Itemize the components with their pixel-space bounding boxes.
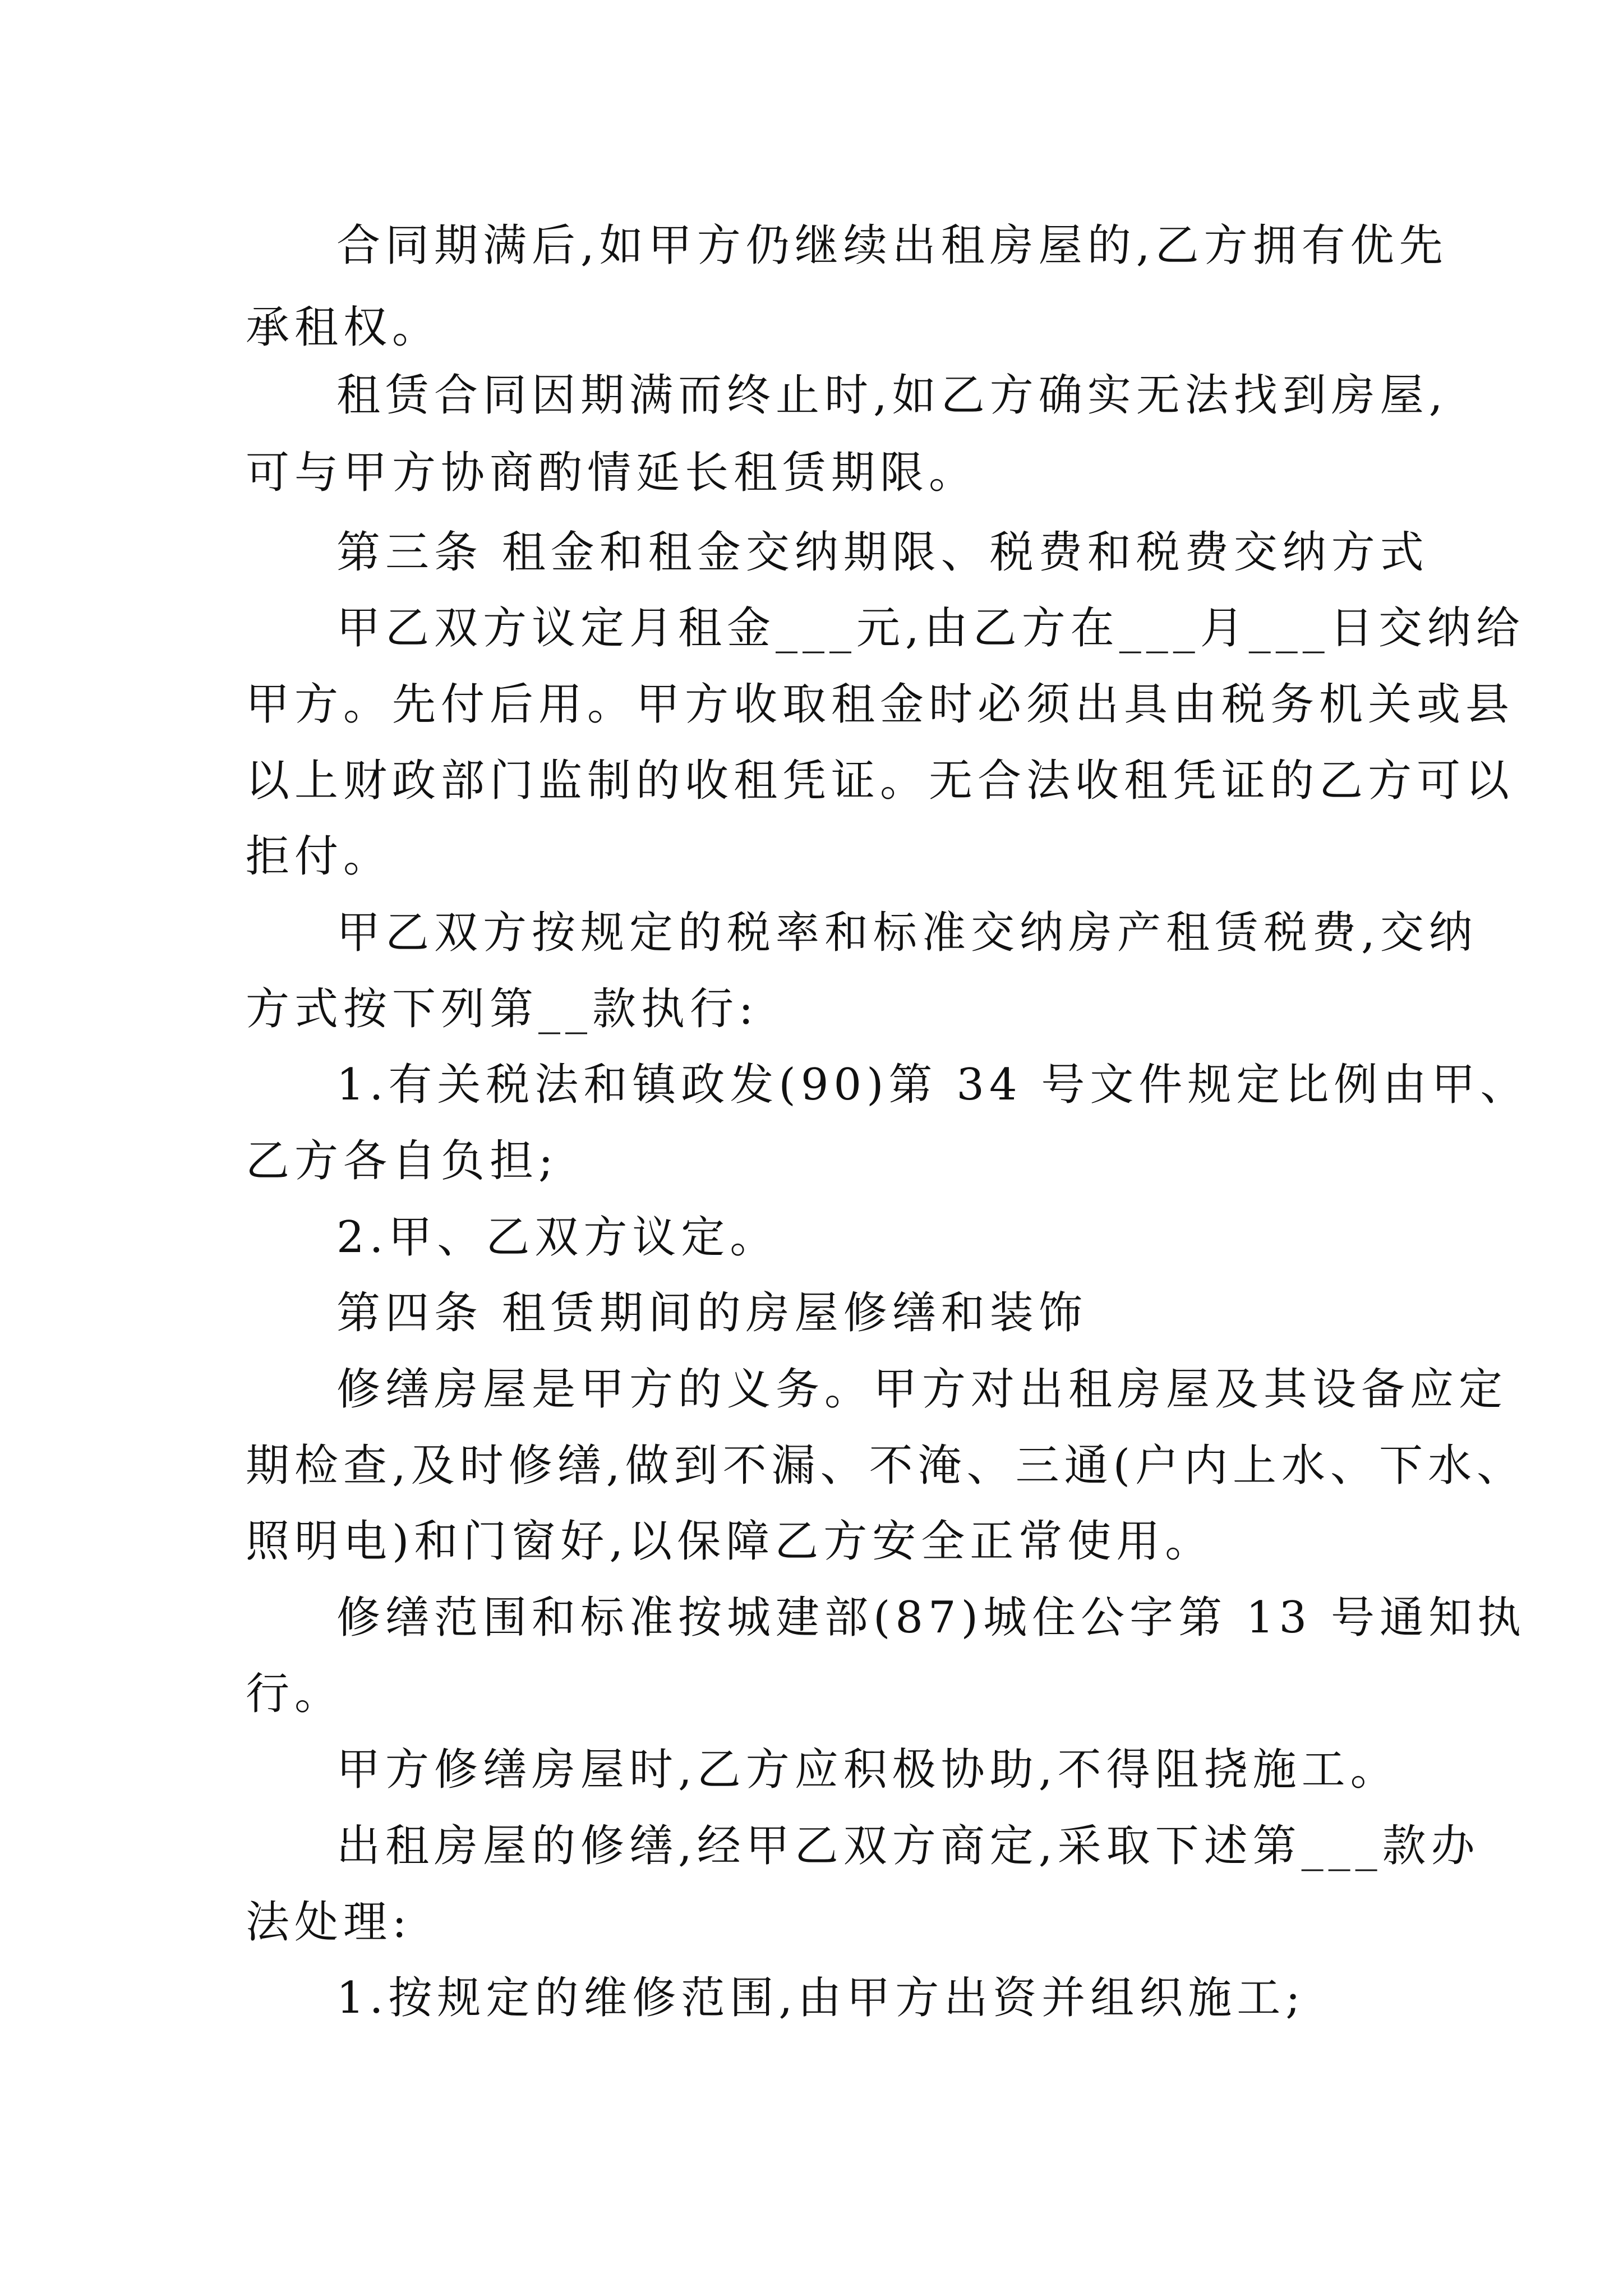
paragraph-line: 甲方。先付后用。甲方收取租金时必须出具由税务机关或县 — [246, 679, 1515, 730]
paragraph-line: 拒付。 — [246, 831, 393, 882]
paragraph-line: 甲乙双方按规定的税率和标准交纳房产租赁税费,交纳 — [336, 908, 1478, 958]
paragraph-line: 期检查,及时修缮,做到不漏、不淹、三通(户内上水、下水、 — [246, 1441, 1526, 1491]
paragraph-line: 承租权。 — [246, 302, 441, 353]
paragraph-line: 修缮范围和标准按城建部(87)城住公字第 13 号通知执 — [336, 1593, 1526, 1643]
section-heading-article-4: 第四条 租赁期间的房屋修缮和装饰 — [336, 1288, 1087, 1338]
paragraph-line: 可与甲方协商酌情延长租赁期限。 — [246, 448, 978, 498]
list-item: 1.按规定的维修范围,由甲方出资并组织施工; — [336, 1973, 1306, 2023]
paragraph-line: 甲乙双方议定月租金___元,由乙方在___月___日交纳给 — [336, 603, 1525, 654]
paragraph-line: 修缮房屋是甲方的义务。甲方对出租房屋及其设备应定 — [336, 1364, 1508, 1415]
paragraph-line: 法处理: — [246, 1897, 412, 1948]
paragraph-line: 以上财政部门监制的收租凭证。无合法收租凭证的乙方可以 — [246, 756, 1515, 806]
paragraph-line: 行。 — [246, 1669, 344, 1719]
section-heading-article-3: 第三条 租金和租金交纳期限、税费和税费交纳方式 — [336, 527, 1429, 578]
list-item: 1.有关税法和镇政发(90)第 34 号文件规定比例由甲、 — [336, 1060, 1529, 1110]
paragraph-line: 出租房屋的修缮,经甲乙双方商定,采取下述第___款办 — [336, 1821, 1480, 1871]
paragraph-line: 方式按下列第__款执行: — [246, 984, 759, 1034]
paragraph-line: 照明电)和门窗好,以保障乙方安全正常使用。 — [246, 1516, 1214, 1567]
paragraph-line: 甲方修缮房屋时,乙方应积极协助,不得阻挠施工。 — [336, 1745, 1399, 1795]
paragraph-line: 租赁合同因期满而终止时,如乙方确实无法找到房屋, — [336, 370, 1448, 421]
list-item: 2.甲、乙双方议定。 — [336, 1212, 779, 1263]
paragraph-line: 乙方各自负担; — [246, 1136, 559, 1186]
paragraph-line: 合同期满后,如甲方仍继续出租房屋的,乙方拥有优先 — [336, 220, 1448, 271]
